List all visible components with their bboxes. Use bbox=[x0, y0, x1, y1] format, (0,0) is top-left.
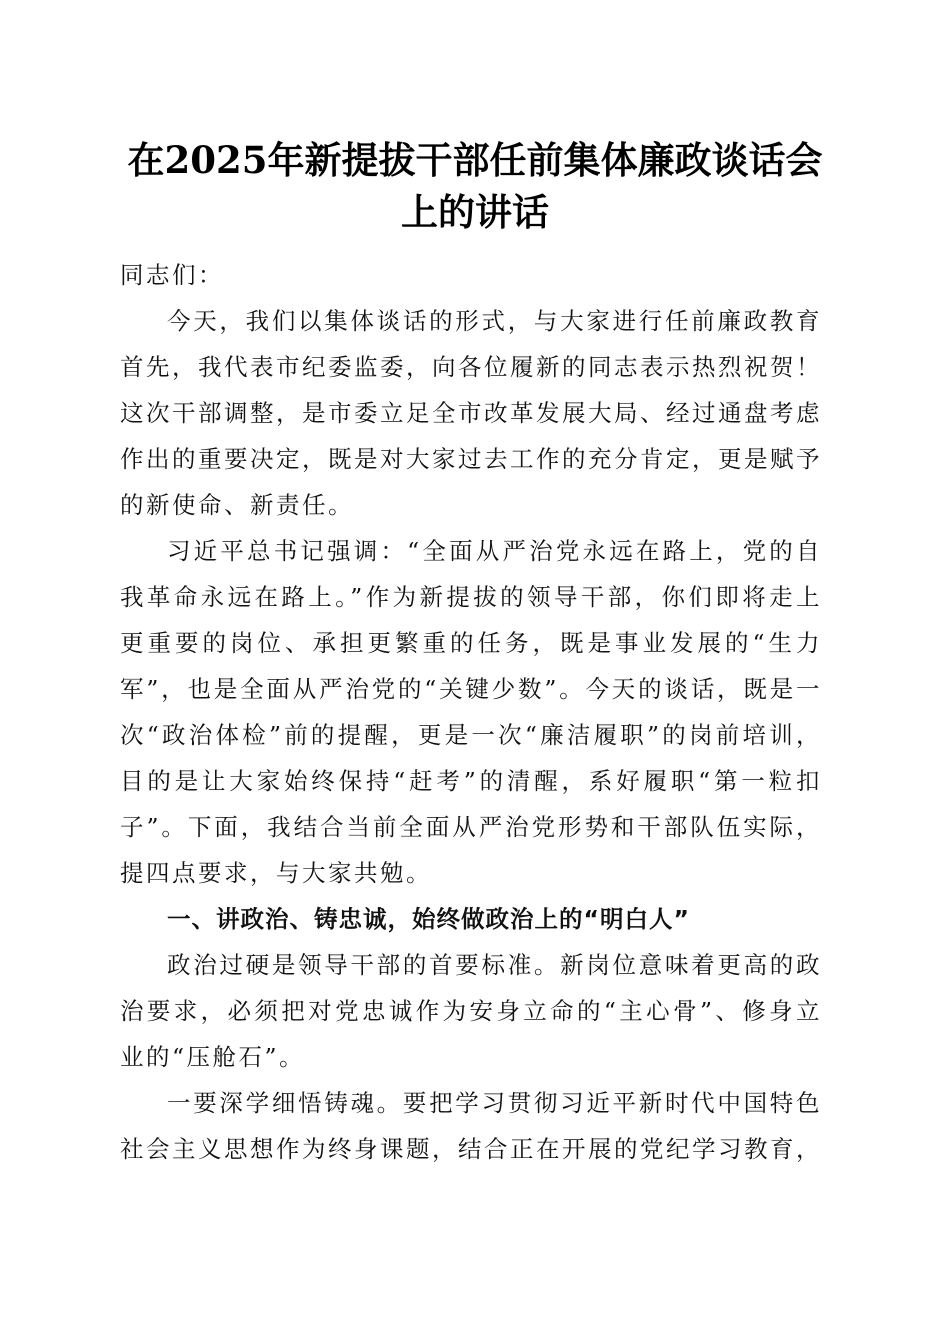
paragraph: 习近平总书记强调：“全面从严治党永远在路上，党的自我革命永远在路上。”作为新提拔的领导干部，你们即将走上更重要的岗位、承担更繁重的任务，既是事业发展的“生力军”，也是全面从严治党的“关键少数”。今天的谈话，既是一次“政治体检”前的提醒，更是一次“廉洁履职”的岗前培训，目的是让大家始终保持“赶考”的清醒，系好履职“第一粒扣子”。下面，我结合当前全面从严治党形势和干部队伍实际，提四点要求，与大家共勉。 bbox=[120, 537, 822, 887]
paragraph: 政治过硬是领导干部的首要标准。新岗位意味着更高的政治要求，必须把对党忠诚作为安身立命的“主心骨”、修身立业的“压舱石”。 bbox=[120, 951, 822, 1071]
paragraph: 一要深学细悟铸魂。要把学习贯彻习近平新时代中国特色社会主义思想作为终身课题，结合正在开展的党纪学习教育， bbox=[120, 1089, 822, 1163]
salutation: 同志们： bbox=[120, 261, 224, 289]
paragraph: 今天，我们以集体谈话的形式，与大家进行任前廉政教育首先，我代表市纪委监委，向各位履新的同志表示热烈祝贺！这次干部调整，是市委立足全市改革发展大局、经过通盘考虑作出的重要决定，既是对大家过去工作的充分肯定，更是赋予的新使命、新责任。 bbox=[120, 307, 822, 519]
document-title: 在2025年新提拔干部任前集体廉政谈话会上的讲话 bbox=[127, 138, 823, 234]
section-heading: 一、讲政治、铸忠诚，始终做政治上的“明白人” bbox=[167, 905, 690, 933]
document-body bbox=[120, 252, 822, 1172]
